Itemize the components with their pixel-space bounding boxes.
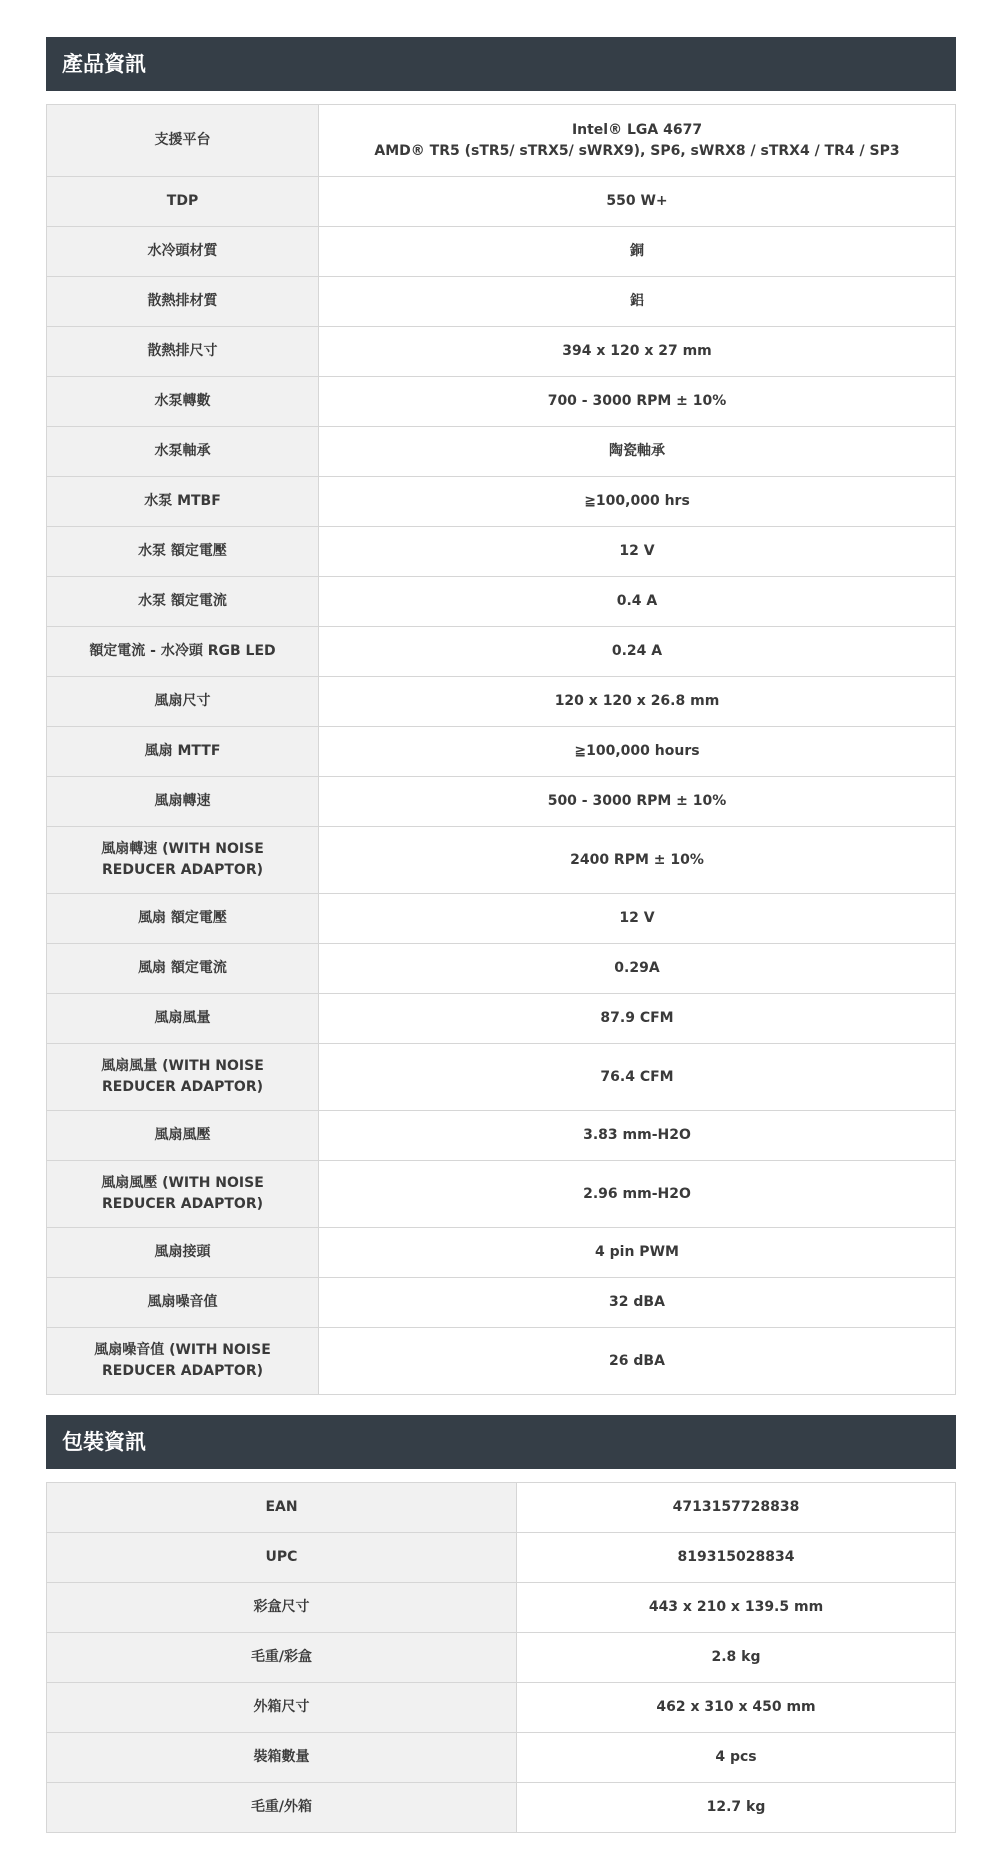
table-row	[47, 1683, 956, 1733]
spec-value: 0.29A	[319, 944, 956, 994]
table-row	[47, 727, 956, 777]
table-row	[47, 777, 956, 827]
spec-value: 0.4 A	[319, 577, 956, 627]
table-row	[47, 577, 956, 627]
spec-label: 水泵轉數	[47, 377, 319, 427]
spec-label: EAN	[47, 1483, 517, 1533]
spec-label: 裝箱數量	[47, 1733, 517, 1783]
spec-label: 風扇轉速	[47, 777, 319, 827]
spec-value: 32 dBA	[319, 1278, 956, 1328]
spec-value: 鋁	[319, 277, 956, 327]
spec-value: 819315028834	[517, 1533, 956, 1583]
spec-value: ≧100,000 hours	[319, 727, 956, 777]
spec-label: 毛重/外箱	[47, 1783, 517, 1833]
product-spec-table	[46, 104, 956, 1395]
spec-label: 風扇 MTTF	[47, 727, 319, 777]
table-row	[47, 1161, 956, 1228]
table-row	[47, 1583, 956, 1633]
spec-label: TDP	[47, 177, 319, 227]
spec-value: 87.9 CFM	[319, 994, 956, 1044]
spec-value: 12 V	[319, 894, 956, 944]
spec-value-line: Intel® LGA 4677	[571, 121, 703, 138]
spec-label: 彩盒尺寸	[47, 1583, 517, 1633]
spec-label: 風扇 額定電流	[47, 944, 319, 994]
spec-value: 12.7 kg	[517, 1783, 956, 1833]
spec-value: 3.83 mm-H2O	[319, 1111, 956, 1161]
spec-label: 風扇 額定電壓	[47, 894, 319, 944]
table-row	[47, 1228, 956, 1278]
package-spec-table	[46, 1482, 956, 1833]
spec-value: 銅	[319, 227, 956, 277]
spec-value: 12 V	[319, 527, 956, 577]
spec-label: 水泵軸承	[47, 427, 319, 477]
spec-label: 支援平台	[47, 105, 319, 177]
spec-label: 風扇噪音值 (WITH NOISE REDUCER ADAPTOR)	[47, 1328, 319, 1395]
spec-value-line: AMD® TR5 (sTR5/ sTRX5/ sWRX9), SP6, sWRX8 / sTRX4 / TR4 / SP3	[374, 142, 900, 159]
spec-label: 水冷頭材質	[47, 227, 319, 277]
table-row	[47, 627, 956, 677]
table-row	[47, 227, 956, 277]
table-row	[47, 327, 956, 377]
spec-label: 風扇尺寸	[47, 677, 319, 727]
spec-value: 26 dBA	[319, 1328, 956, 1395]
package-info-header: 包裝資訊	[46, 1415, 956, 1469]
table-row	[47, 1278, 956, 1328]
spec-label: 水泵 額定電壓	[47, 527, 319, 577]
table-row	[47, 1733, 956, 1783]
table-row	[47, 105, 956, 177]
spec-label: 風扇風壓	[47, 1111, 319, 1161]
spec-value: 2400 RPM ± 10%	[319, 827, 956, 894]
spec-label: 外箱尺寸	[47, 1683, 517, 1733]
table-row	[47, 277, 956, 327]
table-row	[47, 177, 956, 227]
table-row	[47, 994, 956, 1044]
spec-value: 443 x 210 x 139.5 mm	[517, 1583, 956, 1633]
spec-value: 500 - 3000 RPM ± 10%	[319, 777, 956, 827]
table-row	[47, 1533, 956, 1583]
table-row	[47, 1483, 956, 1533]
table-row	[47, 527, 956, 577]
table-row	[47, 1328, 956, 1395]
spec-label: 風扇風量	[47, 994, 319, 1044]
table-row	[47, 1783, 956, 1833]
product-info-header: 產品資訊	[46, 37, 956, 91]
table-row	[47, 1044, 956, 1111]
spec-label: 風扇風量 (WITH NOISE REDUCER ADAPTOR)	[47, 1044, 319, 1111]
spec-label: 散熱排材質	[47, 277, 319, 327]
spec-label: UPC	[47, 1533, 517, 1583]
table-row	[47, 477, 956, 527]
table-row	[47, 894, 956, 944]
spec-value: 陶瓷軸承	[319, 427, 956, 477]
spec-label: 風扇轉速 (WITH NOISE REDUCER ADAPTOR)	[47, 827, 319, 894]
table-row	[47, 827, 956, 894]
table-row	[47, 677, 956, 727]
spec-value: 120 x 120 x 26.8 mm	[319, 677, 956, 727]
table-row	[47, 944, 956, 994]
spec-value	[319, 105, 956, 177]
table-row	[47, 1633, 956, 1683]
table-row	[47, 427, 956, 477]
spec-label: 水泵 額定電流	[47, 577, 319, 627]
spec-value: 4713157728838	[517, 1483, 956, 1533]
table-row	[47, 377, 956, 427]
spec-value: 700 - 3000 RPM ± 10%	[319, 377, 956, 427]
spec-value: ≧100,000 hrs	[319, 477, 956, 527]
spec-value: 76.4 CFM	[319, 1044, 956, 1111]
spec-value: 394 x 120 x 27 mm	[319, 327, 956, 377]
spec-value: 4 pin PWM	[319, 1228, 956, 1278]
spec-value: 2.8 kg	[517, 1633, 956, 1683]
spec-value: 550 W+	[319, 177, 956, 227]
spec-label: 額定電流 - 水冷頭 RGB LED	[47, 627, 319, 677]
spec-label: 水泵 MTBF	[47, 477, 319, 527]
spec-value: 0.24 A	[319, 627, 956, 677]
spec-label: 風扇風壓 (WITH NOISE REDUCER ADAPTOR)	[47, 1161, 319, 1228]
spec-label: 風扇噪音值	[47, 1278, 319, 1328]
spec-label: 散熱排尺寸	[47, 327, 319, 377]
spec-label: 毛重/彩盒	[47, 1633, 517, 1683]
spec-value: 462 x 310 x 450 mm	[517, 1683, 956, 1733]
spec-value: 4 pcs	[517, 1733, 956, 1783]
table-row	[47, 1111, 956, 1161]
spec-label: 風扇接頭	[47, 1228, 319, 1278]
spec-value: 2.96 mm-H2O	[319, 1161, 956, 1228]
